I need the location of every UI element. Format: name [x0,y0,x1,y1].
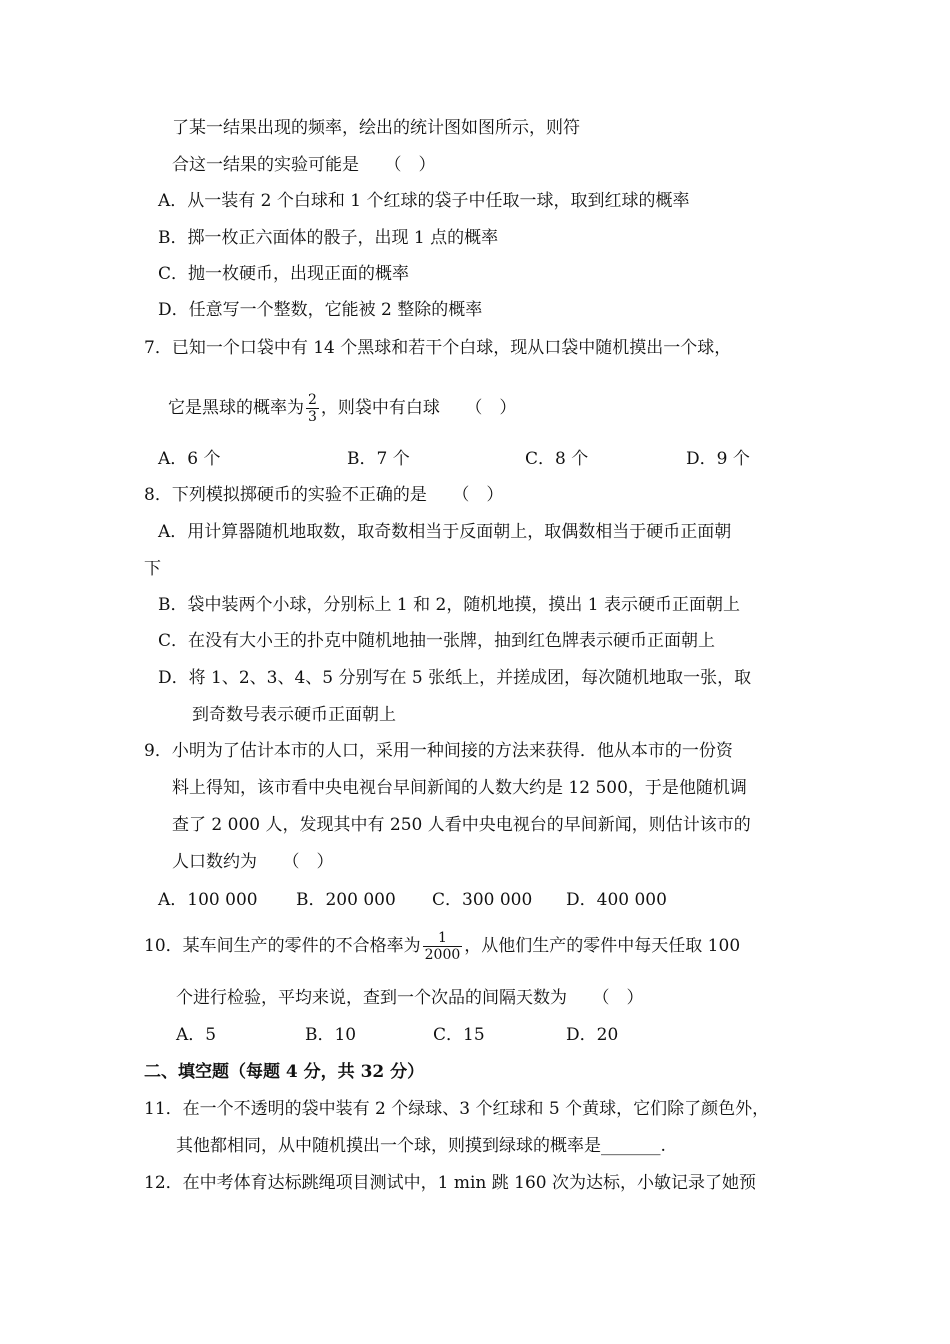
q6-option-a: A．从一装有 2 个白球和 1 个红球的袋子中任取一球，取到红球的概率 [158,191,690,211]
q7-stem-pre: 它是黑球的概率为 [168,398,304,418]
q9-stem-line2: 料上得知，该市看中央电视台早间新闻的人数大约是 12 500，于是他随机调 [172,778,747,798]
q6-stem-line2: 合这一结果的实验可能是 （ ） [172,155,436,175]
q11-stem-line1: 11．在一个不透明的袋中装有 2 个绿球、3 个红球和 5 个黄球，它们除了颜色外， [144,1099,770,1119]
q7-probability-fraction [306,392,319,425]
q8-option-d-line2: 到奇数号表示硬币正面朝上 [192,705,396,725]
q8-option-d-line1: D．将 1、2、3、4、5 分别写在 5 张纸上，并搓成团，每次随机地取一张，取 [158,668,752,688]
q9-option-a: A．100 000 [158,890,258,910]
q8-stem: 8．下列模拟掷硬币的实验不正确的是 （ ） [144,485,504,505]
q6-stem-line1: 了某一结果出现的频率，绘出的统计图如图所示，则符 [172,118,580,138]
q10-stem-line1 [144,922,740,970]
q7-stem-post: ，则袋中有白球 （ ） [320,398,517,418]
q7-fraction-numerator: 2 [308,392,317,408]
q10-fraction-denominator: 2000 [424,947,461,963]
q7-stem-line1: 7．已知一个口袋中有 14 个黑球和若干个白球，现从口袋中随机摸出一个球， [144,338,732,358]
q10-option-d: D．20 [566,1025,619,1045]
q8-option-a-line2: 下 [144,559,161,579]
q7-option-c: C．8 个 [525,449,589,469]
q6-option-b: B．掷一枚正六面体的骰子，出现 1 点的概率 [158,228,499,248]
q10-option-c: C．15 [433,1025,485,1045]
q6-option-d: D．任意写一个整数，它能被 2 整除的概率 [158,300,483,320]
q8-option-a-line1: A．用计算器随机地取数，取奇数相当于反面朝上，取偶数相当于硬币正面朝 [158,522,732,542]
q10-stem-post: ，从他们生产的零件中每天任取 100 [464,936,741,956]
q10-option-a: A．5 [176,1025,217,1045]
q7-option-a: A．6 个 [158,449,221,469]
q7-fraction-denominator: 3 [308,409,317,425]
q8-option-c: C．在没有大小王的扑克中随机地抽一张牌，抽到红色牌表示硬币正面朝上 [158,631,716,651]
q10-rate-fraction [423,930,463,963]
q9-option-d: D．400 000 [566,890,667,910]
q10-stem-pre: 10．某车间生产的零件的不合格率为 [144,936,421,956]
q10-fraction-numerator: 1 [423,930,463,947]
q8-option-b: B．袋中装两个小球，分别标上 1 和 2，随机地摸，摸出 1 表示硬币正面朝上 [158,595,740,615]
q10-stem-line2: 个进行检验，平均来说，查到一个次品的间隔天数为 （ ） [176,988,644,1008]
q10-option-b: B．10 [305,1025,357,1045]
section2-heading: 二、填空题（每题 4 分，共 32 分） [144,1062,425,1082]
q9-option-c: C．300 000 [432,890,533,910]
q9-option-b: B．200 000 [296,890,396,910]
q11-stem-line2: 其他都相同，从中随机摸出一个球，则摸到绿球的概率是_______. [176,1136,666,1156]
q9-stem-line3: 查了 2 000 人，发现其中有 250 人看中央电视台的早间新闻，则估计该市的 [172,815,751,835]
q9-stem-line4: 人口数约为 （ ） [172,852,334,872]
q6-option-c: C．抛一枚硬币，出现正面的概率 [158,264,410,284]
q7-stem-line2 [168,384,516,432]
q9-stem-line1: 9．小明为了估计本市的人口，采用一种间接的方法来获得．他从本市的一份资 [144,741,733,761]
q12-stem-line1: 12．在中考体育达标跳绳项目测试中，1 min 跳 160 次为达标，小敏记录了她预 [144,1173,757,1193]
q7-option-b: B．7 个 [347,449,410,469]
q7-option-d: D．9 个 [686,449,750,469]
